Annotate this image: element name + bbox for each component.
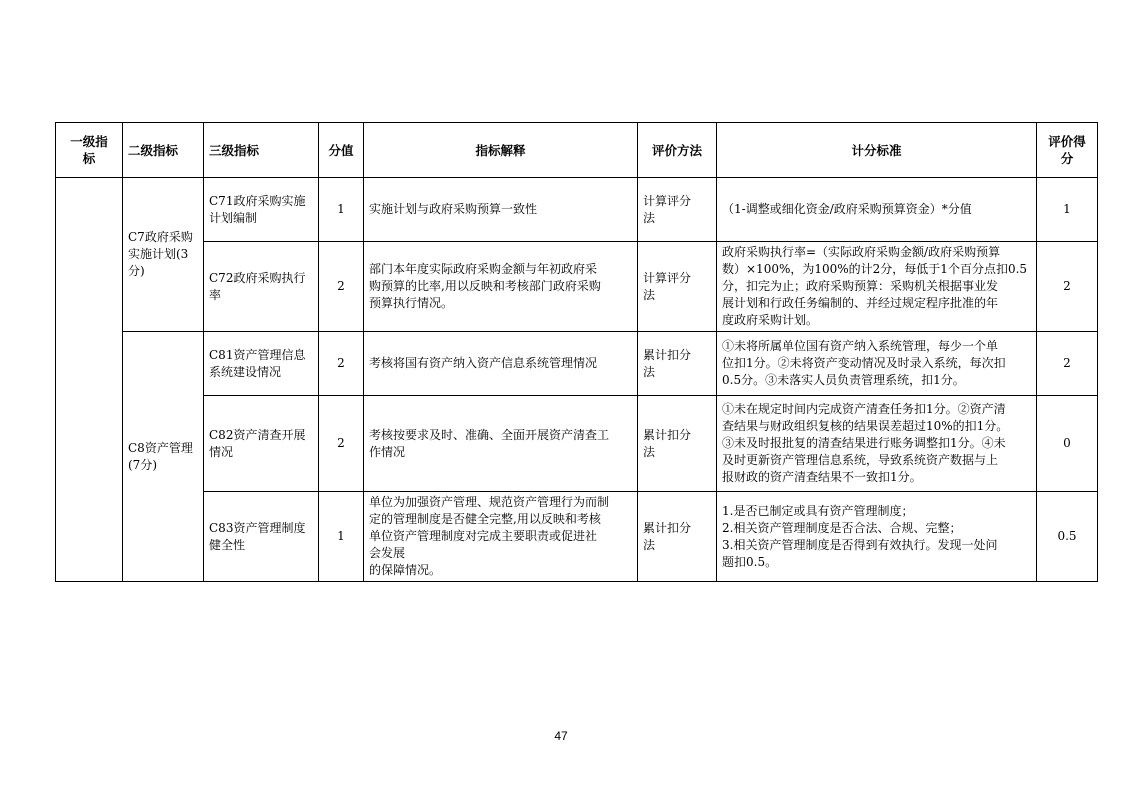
- standard-cell: 政府采购执行率=（实际政府采购金额/政府采购预算 数）×100%，为100%的计2分，每低于1个百分点扣0.5 分，扣完为止；政府采购预算：采购机关根据事业发 展计划和行政任务编制的、并经过规定程序批准的年 度政府采购计划。: [717, 242, 1037, 332]
- explanation-cell: 部门本年度实际政府采购金额与年初政府采 购预算的比率,用以反映和考核部门政府采购 预算执行情况。: [364, 242, 638, 332]
- result-cell: 2: [1037, 242, 1098, 332]
- result-cell: 1: [1037, 178, 1098, 242]
- header-level1: 一级指 标: [56, 123, 123, 178]
- explanation-cell: 考核将国有资产纳入资产信息系统管理情况: [364, 332, 638, 396]
- method-cell: 计算评分 法: [638, 178, 717, 242]
- result-cell: 0.5: [1037, 492, 1098, 582]
- table-row: [56, 396, 1098, 492]
- group-c7: C7政府采购 实施计划(3 分): [123, 178, 204, 332]
- evaluation-table: [55, 122, 1098, 582]
- score-cell: 1: [319, 492, 364, 582]
- score-cell: 2: [319, 242, 364, 332]
- level3-cell: C82资产清查开展 情况: [204, 396, 319, 492]
- header-method: 评价方法: [638, 123, 717, 178]
- standard-cell: 1.是否已制定或具有资产管理制度； 2.相关资产管理制度是否合法、合规、完整； 3.相关资产管理制度是否得到有效执行。发现一处问 题扣0.5。: [717, 492, 1037, 582]
- method-cell: 累计扣分 法: [638, 492, 717, 582]
- level1-cell: [56, 178, 123, 582]
- level3-cell: C81资产管理信息 系统建设情况: [204, 332, 319, 396]
- explanation-cell: 考核按要求及时、准确、全面开展资产清查工 作情况: [364, 396, 638, 492]
- table-row: [56, 242, 1098, 332]
- score-cell: 2: [319, 332, 364, 396]
- score-cell: 2: [319, 396, 364, 492]
- header-explanation: 指标解释: [364, 123, 638, 178]
- score-cell: 1: [319, 178, 364, 242]
- header-row: [56, 123, 1098, 178]
- header-score: 分值: [319, 123, 364, 178]
- header-level3: 三级指标: [204, 123, 319, 178]
- table-row: [56, 492, 1098, 582]
- standard-cell: （1-调整或细化资金/政府采购预算资金）*分值: [717, 178, 1037, 242]
- group-c8: C8资产管理 (7分): [123, 332, 204, 582]
- table-row: [56, 178, 1098, 242]
- level3-cell: C71政府采购实施 计划编制: [204, 178, 319, 242]
- method-cell: 累计扣分 法: [638, 332, 717, 396]
- result-cell: 0: [1037, 396, 1098, 492]
- level3-cell: C83资产管理制度 健全性: [204, 492, 319, 582]
- method-cell: 计算评分 法: [638, 242, 717, 332]
- explanation-cell: 实施计划与政府采购预算一致性: [364, 178, 638, 242]
- explanation-cell: 单位为加强资产管理、规范资产管理行为而制 定的管理制度是否健全完整,用以反映和考核 单位资产管理制度对完成主要职责或促进社 会发展 的保障情况。: [364, 492, 638, 582]
- result-cell: 2: [1037, 332, 1098, 396]
- header-standard: 计分标准: [717, 123, 1037, 178]
- method-cell: 累计扣分 法: [638, 396, 717, 492]
- header-result: 评价得 分: [1037, 123, 1098, 178]
- standard-cell: ①未在规定时间内完成资产清查任务扣1分。②资产清 查结果与财政组织复核的结果误差超过10%的扣1分。 ③未及时报批复的清查结果进行账务调整扣1分。④未 及时更新资产管理信息系统，导致系统资产数据与上 报财政的资产清查结果不一致扣1分。: [717, 396, 1037, 492]
- header-level2: 二级指标: [123, 123, 204, 178]
- table-row: [56, 332, 1098, 396]
- page-number: 47: [554, 729, 568, 743]
- standard-cell: ①未将所属单位国有资产纳入系统管理，每少一个单 位扣1分。②未将资产变动情况及时录入系统，每次扣 0.5分。③未落实人员负责管理系统，扣1分。: [717, 332, 1037, 396]
- level3-cell: C72政府采购执行 率: [204, 242, 319, 332]
